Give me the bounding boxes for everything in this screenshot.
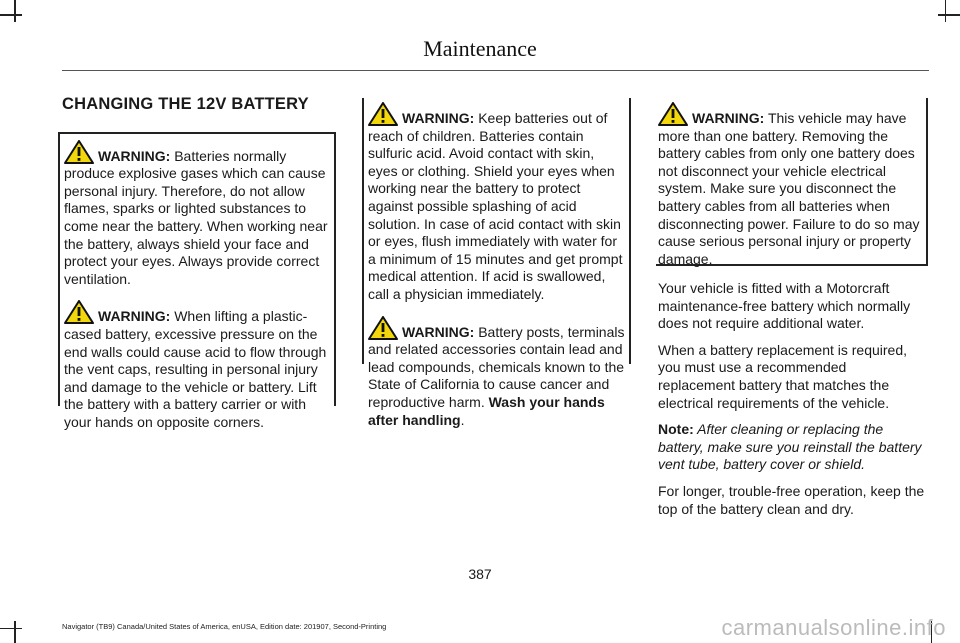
body-paragraph: For longer, trouble-free operation, keep the top of the battery clean and dry. — [658, 482, 925, 517]
warning-block: WARNING: Batteries normally produce explosive gases which can cause personal injury. Therefore, do not allow flames, sparks or lighted substances to come near the battery. When working near the battery, always shield your face and protect your eyes. Always provide correct ventilation. — [64, 140, 332, 289]
crop-mark — [0, 14, 22, 16]
warning-icon — [368, 316, 398, 340]
watermark: carmanualsonline.info — [721, 615, 946, 640]
warning-icon — [64, 140, 94, 164]
warning-block: WARNING: This vehicle may have more than one battery. Removing the battery cables from only one battery does not disconnect your vehicle electrical system. Make sure you disconnect the battery cables from all batteries when disconnecting power. Failure to do so may cause serious personal injury or property damage. — [658, 102, 922, 268]
column-right — [658, 102, 926, 527]
crop-mark — [945, 0, 947, 22]
column-middle — [368, 102, 627, 437]
crop-mark — [0, 628, 22, 630]
page-title: Maintenance — [423, 36, 537, 61]
crop-mark — [14, 0, 16, 22]
warning-icon — [658, 102, 688, 126]
body-paragraph: When a battery replacement is required, you must use a recommended replacement battery that matches the electrical requirements of the vehicle. — [658, 341, 908, 411]
warning-block: WARNING: Battery posts, terminals and related accessories contain lead and lead compounds, chemicals known to the State of California to cause cancer and reproductive harm. Wash your hands after handling. — [368, 316, 627, 430]
crop-mark — [14, 621, 16, 643]
page-number: 387 — [468, 566, 492, 582]
warning-block: WARNING: When lifting a plastic-cased battery, excessive pressure on the end walls could cause acid to flow through the vent caps, resulting in personal injury and damage to the vehicle or battery. Lift the battery with a battery carrier or with your hands on opposite corners. — [64, 300, 332, 431]
warning-block: WARNING: Keep batteries out of reach of children. Batteries contain sulfuric acid. Avoid contact with skin, eyes or clothing. Shield your eyes when working near the battery to protect against possible splashing of acid solution. In case of acid contact with skin or eyes, flush immediately with water for a minimum of 15 minutes and get prompt medical attention. If acid is swallowed, call a physician immediately. — [368, 102, 627, 304]
header-rule — [62, 70, 929, 71]
note-paragraph: Note: After cleaning or replacing the battery, make sure you reinstall the battery vent tube, battery cover or shield. — [658, 421, 922, 473]
warning-box-right-edge — [629, 98, 631, 364]
column-left — [62, 95, 334, 430]
body-paragraph: Your vehicle is fitted with a Motorcraft maintenance-free battery which normally does not require additional water. — [658, 280, 911, 332]
crop-mark — [938, 14, 960, 16]
warning-box — [58, 132, 336, 430]
warning-icon — [64, 300, 94, 324]
warning-icon — [368, 102, 398, 126]
warning-box — [656, 102, 928, 266]
footer-edition: Navigator (TB9) Canada/United States of America, enUSA, Edition date: 201907, Second-Printing — [62, 622, 387, 631]
section-title: CHANGING THE 12V BATTERY — [62, 95, 309, 113]
warning-box-left-edge — [362, 98, 364, 364]
